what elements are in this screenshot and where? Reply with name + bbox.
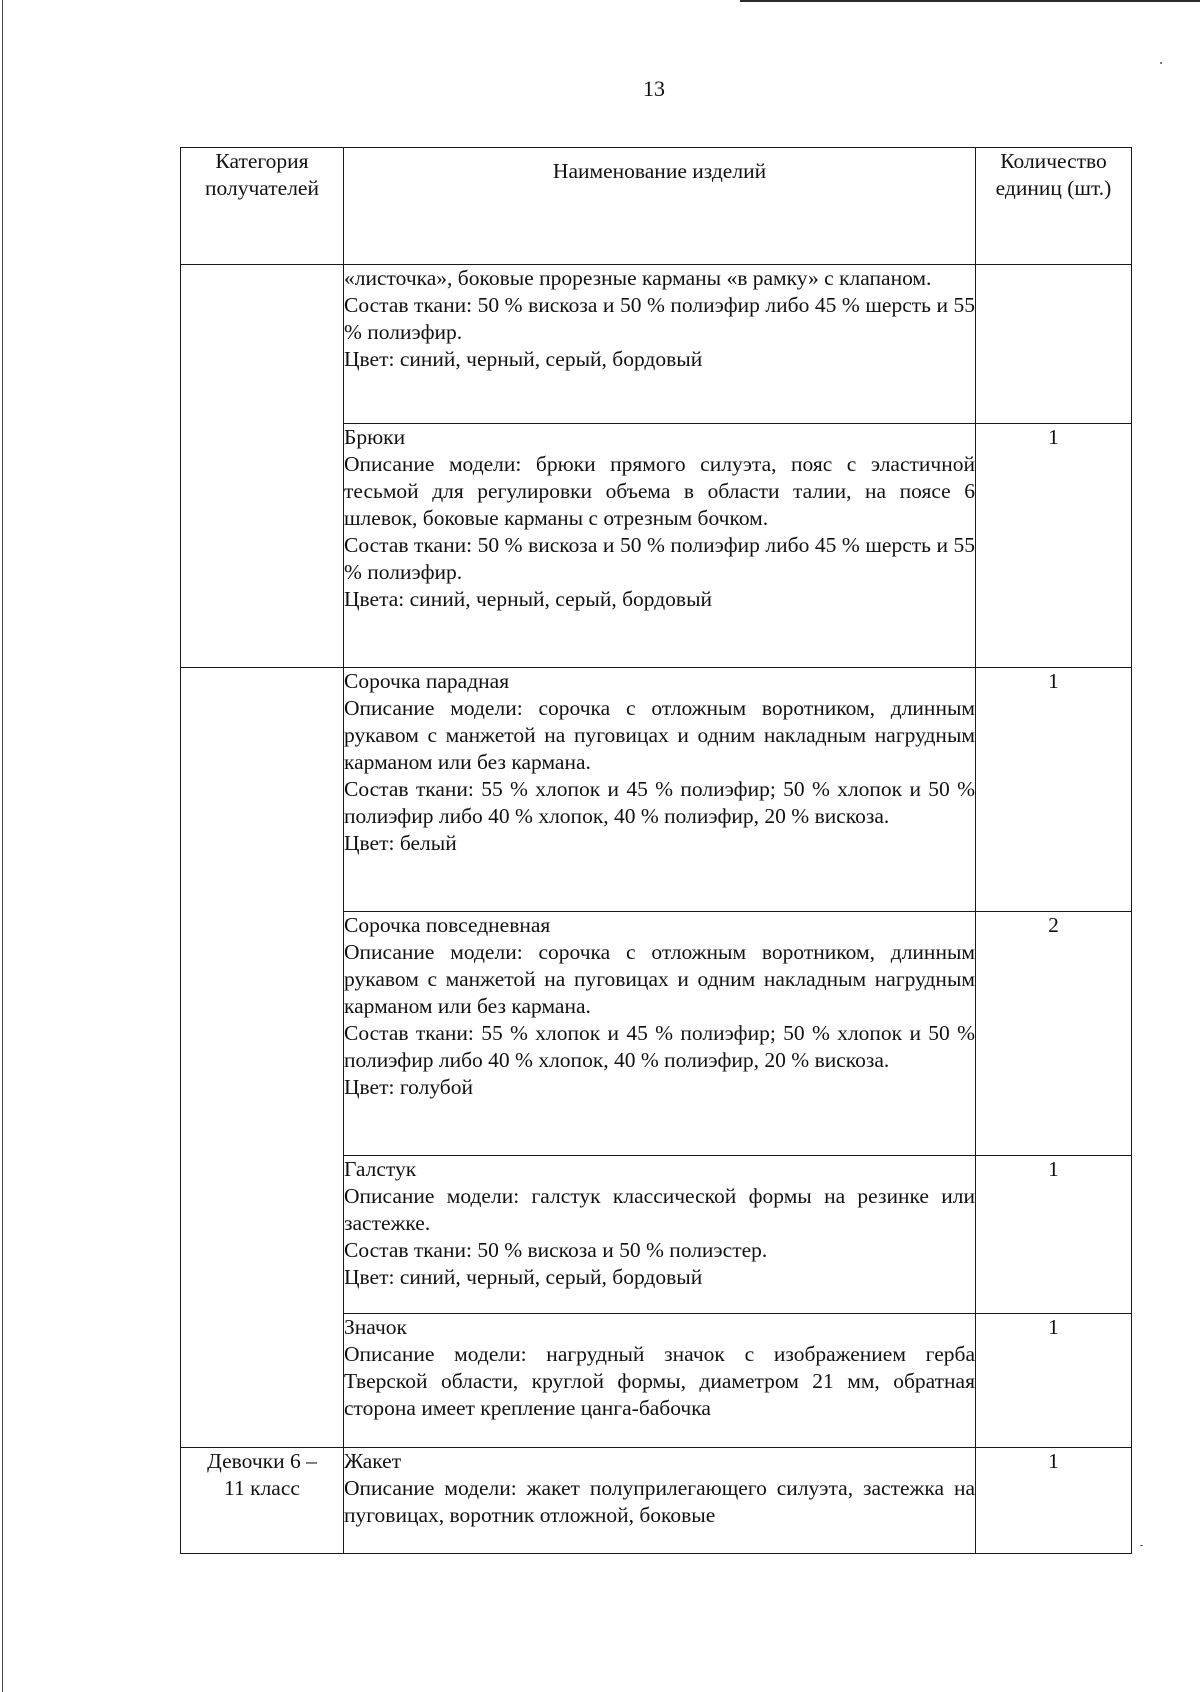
item-title: Значок <box>344 1315 407 1339</box>
header-items: Наименование изделий <box>344 148 976 265</box>
category-cell <box>181 668 344 1448</box>
table-row <box>181 1448 1132 1554</box>
item-description <box>344 1156 976 1314</box>
quantity-cell <box>976 265 1132 424</box>
description-line: Описание модели: жакет полуприлегающего силуэта, застежка на пуговицах, воротник отложной, боковые <box>344 1476 975 1527</box>
page-number: 13 <box>643 76 665 101</box>
table-header-row <box>181 148 1132 265</box>
description-line: Состав ткани: 50 % вискоза и 50 % полиэфир либо 45 % шерсть и 55 % полиэфир. <box>344 293 975 344</box>
description-line: Состав ткани: 50 % вискоза и 50 % полиэстер. <box>344 1238 768 1262</box>
description-line: Цвета: синий, черный, серый, бордовый <box>344 587 713 611</box>
quantity-cell: 2 <box>976 912 1132 1156</box>
category-cell <box>181 265 344 668</box>
description-line: Цвет: синий, черный, серый, бордовый <box>344 1265 703 1289</box>
description-line: Описание модели: нагрудный значок с изображением герба Тверской области, круглой формы, диаметром 21 мм, обратная сторона имеет крепление цанга-бабочка <box>344 1342 975 1420</box>
table-row <box>181 265 1132 424</box>
header-quantity: Количество единиц (шт.) <box>976 148 1132 265</box>
category-cell: Девочки 6 – 11 класс <box>181 1448 344 1554</box>
quantity-cell: 1 <box>976 1448 1132 1554</box>
item-description <box>344 265 976 424</box>
scan-edge-left <box>2 0 3 1692</box>
description-line: Состав ткани: 50 % вискоза и 50 % полиэфир либо 45 % шерсть и 55 % полиэфир. <box>344 533 975 584</box>
description-line: Описание модели: брюки прямого силуэта, пояс с эластичной тесьмой для регулировки объема в области талии, на поясе 6 шлевок, боковые карманы с отрезным бочком. <box>344 452 975 530</box>
description-line: Описание модели: галстук классической формы на резинке или застежке. <box>344 1184 975 1235</box>
description-line: Состав ткани: 55 % хлопок и 45 % полиэфир; 50 % хлопок и 50 % полиэфир либо 40 % хлопок, 40 % полиэфир, 20 % вискоза. <box>344 1021 975 1072</box>
description-line: Цвет: белый <box>344 831 457 855</box>
item-description <box>344 1314 976 1448</box>
scan-edge-top <box>740 0 1200 2</box>
item-description <box>344 424 976 668</box>
quantity-cell: 1 <box>976 424 1132 668</box>
scan-speck <box>1140 1545 1143 1546</box>
quantity-cell: 1 <box>976 1314 1132 1448</box>
quantity-cell: 1 <box>976 668 1132 912</box>
table-row <box>181 668 1132 912</box>
item-title: Сорочка парадная <box>344 669 510 693</box>
description-line: Описание модели: сорочка с отложным воротником, длинным рукавом с манжетой на пуговицах и одним накладным нагрудным карманом или без кармана. <box>344 696 975 774</box>
description-line: Состав ткани: 55 % хлопок и 45 % полиэфир; 50 % хлопок и 50 % полиэфир либо 40 % хлопок, 40 % полиэфир, 20 % вискоза. <box>344 777 975 828</box>
scan-speck <box>1160 62 1162 64</box>
description-line: Цвет: синий, черный, серый, бордовый <box>344 347 703 371</box>
description-line: Цвет: голубой <box>344 1075 473 1099</box>
header-category: Категория получателей <box>181 148 344 265</box>
item-description <box>344 668 976 912</box>
description-line: Описание модели: сорочка с отложным воротником, длинным рукавом с манжетой на пуговицах и одним накладным нагрудным карманом или без кармана. <box>344 940 975 1018</box>
description-line: «листочка», боковые прорезные карманы «в рамку» с клапаном. <box>344 266 932 290</box>
item-title: Галстук <box>344 1157 417 1181</box>
item-description <box>344 1448 976 1554</box>
quantity-cell: 1 <box>976 1156 1132 1314</box>
item-description <box>344 912 976 1156</box>
item-title: Сорочка повседневная <box>344 913 551 937</box>
item-title: Жакет <box>344 1449 402 1473</box>
items-table <box>180 147 1132 1554</box>
item-title: Брюки <box>344 425 406 449</box>
